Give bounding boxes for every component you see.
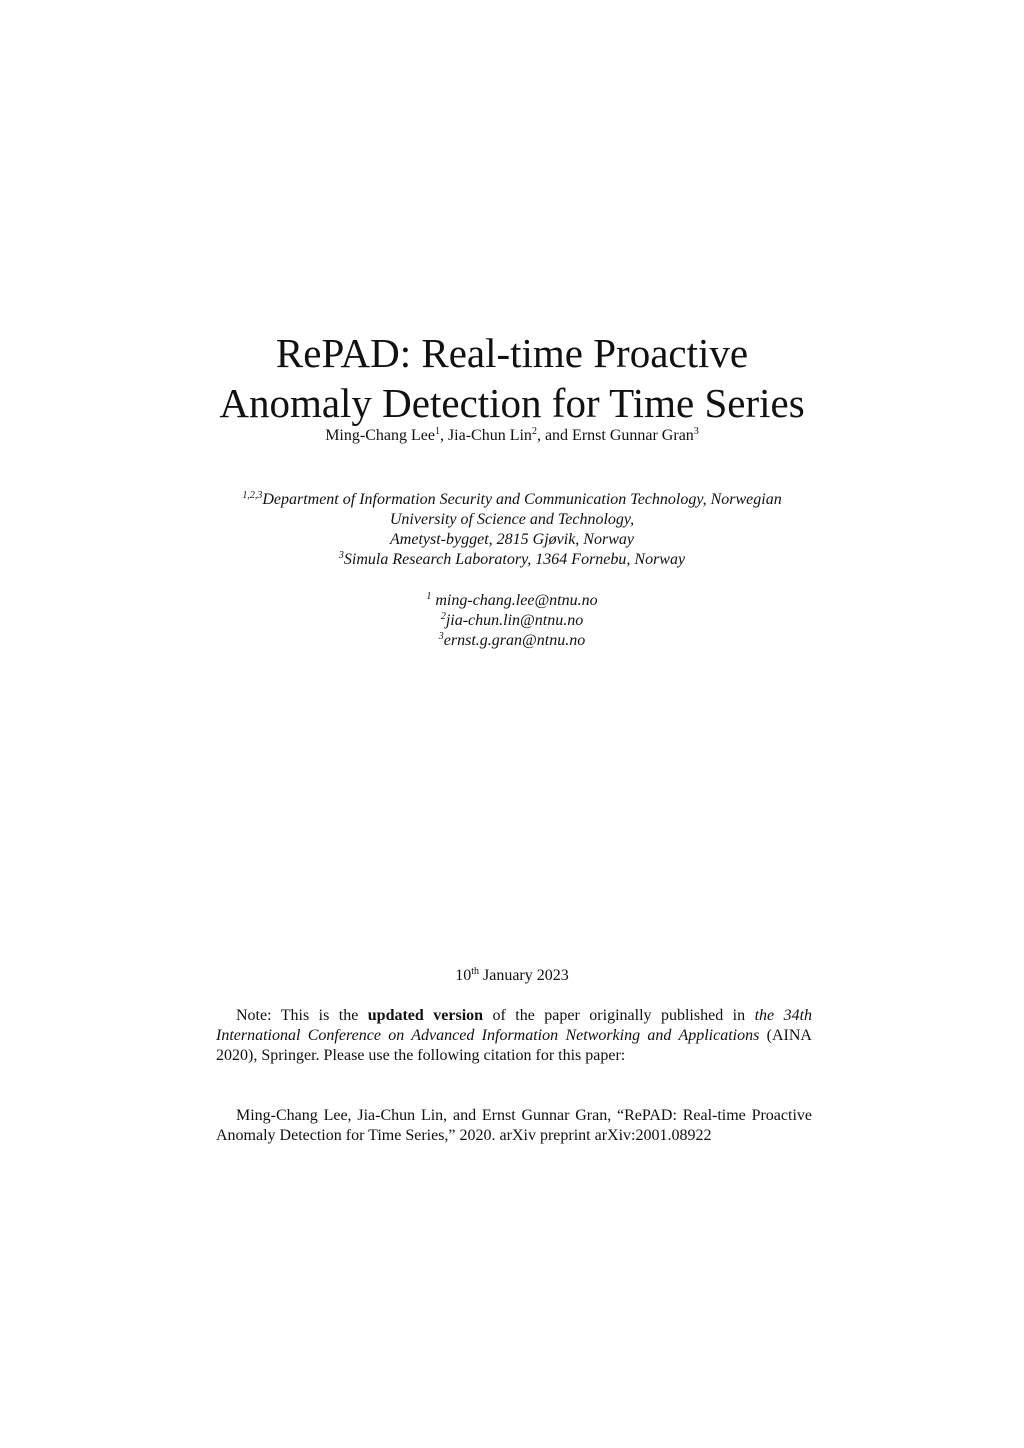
affiliation-line: Ametyst-bygget, 2815 Gjøvik, Norway (390, 531, 634, 548)
affiliation-line: $^{1,2,3}$Department of Information Security and Communication Technology, Norwegian (242, 490, 782, 508)
author-name: Ernst Gunnar Gran (572, 427, 694, 444)
affiliation-line: University of Science and Technology, (389, 511, 635, 528)
title-line-2: Anomaly Detection for Time Series (219, 380, 805, 426)
affiliations (214, 490, 810, 570)
author-name: Jia-Chun Lin (447, 427, 532, 444)
affiliation-marker: 3 (338, 550, 344, 561)
author-separator: , (439, 427, 448, 444)
email-marker: 1 (426, 591, 432, 602)
author-affiliation-marker: 2 (531, 426, 537, 437)
paper-title (0, 328, 1024, 428)
note-emphasis: updated version (367, 1007, 484, 1024)
author-name: Ming-Chang Lee (325, 427, 435, 444)
email-marker: 2 (440, 611, 446, 622)
conference-name: the 34th International Conference on Advanced Information Networking and Applications (216, 1007, 813, 1044)
author-emails (0, 591, 1024, 651)
version-note: Note: This is the updated version of the paper originally published in the 34th International Conference on Advanced Information Networking and Applications (AINA 2020), Springer. Please use the following citation for this paper: (216, 1007, 813, 1064)
email-address: jia-chun.lin@ntnu.no (445, 612, 584, 629)
email-marker: 3 (438, 631, 444, 642)
email-line (0, 631, 1024, 651)
author-affiliation-marker: 1 (434, 426, 440, 437)
email-line (0, 591, 1024, 611)
date-ordinal-suffix: th (471, 966, 479, 977)
email-line (0, 611, 1024, 631)
citation-text: Ming-Chang Lee, Jia-Chun Lin, and Ernst Gunnar Gran, “RePAD: Real-time Proactive Anomaly Detection for Time Series,” 2020. arXiv preprint arXiv:2001.08922 (216, 1107, 812, 1144)
author-separator: , and (536, 427, 573, 444)
affiliation-marker: 1,2,3 (242, 490, 263, 501)
email-address: ming-chang.lee@ntnu.no (435, 592, 598, 609)
title-line-1: RePAD: Real-time Proactive (275, 330, 749, 376)
version-date: 10th January 2023 (455, 966, 569, 984)
author-affiliation-marker: 3 (693, 426, 699, 437)
affiliation-line: $^3$Simula Research Laboratory, 1364 Fornebu, Norway (338, 550, 686, 568)
author-list (0, 426, 1024, 446)
email-address: ernst.g.gran@ntnu.no (443, 632, 586, 649)
